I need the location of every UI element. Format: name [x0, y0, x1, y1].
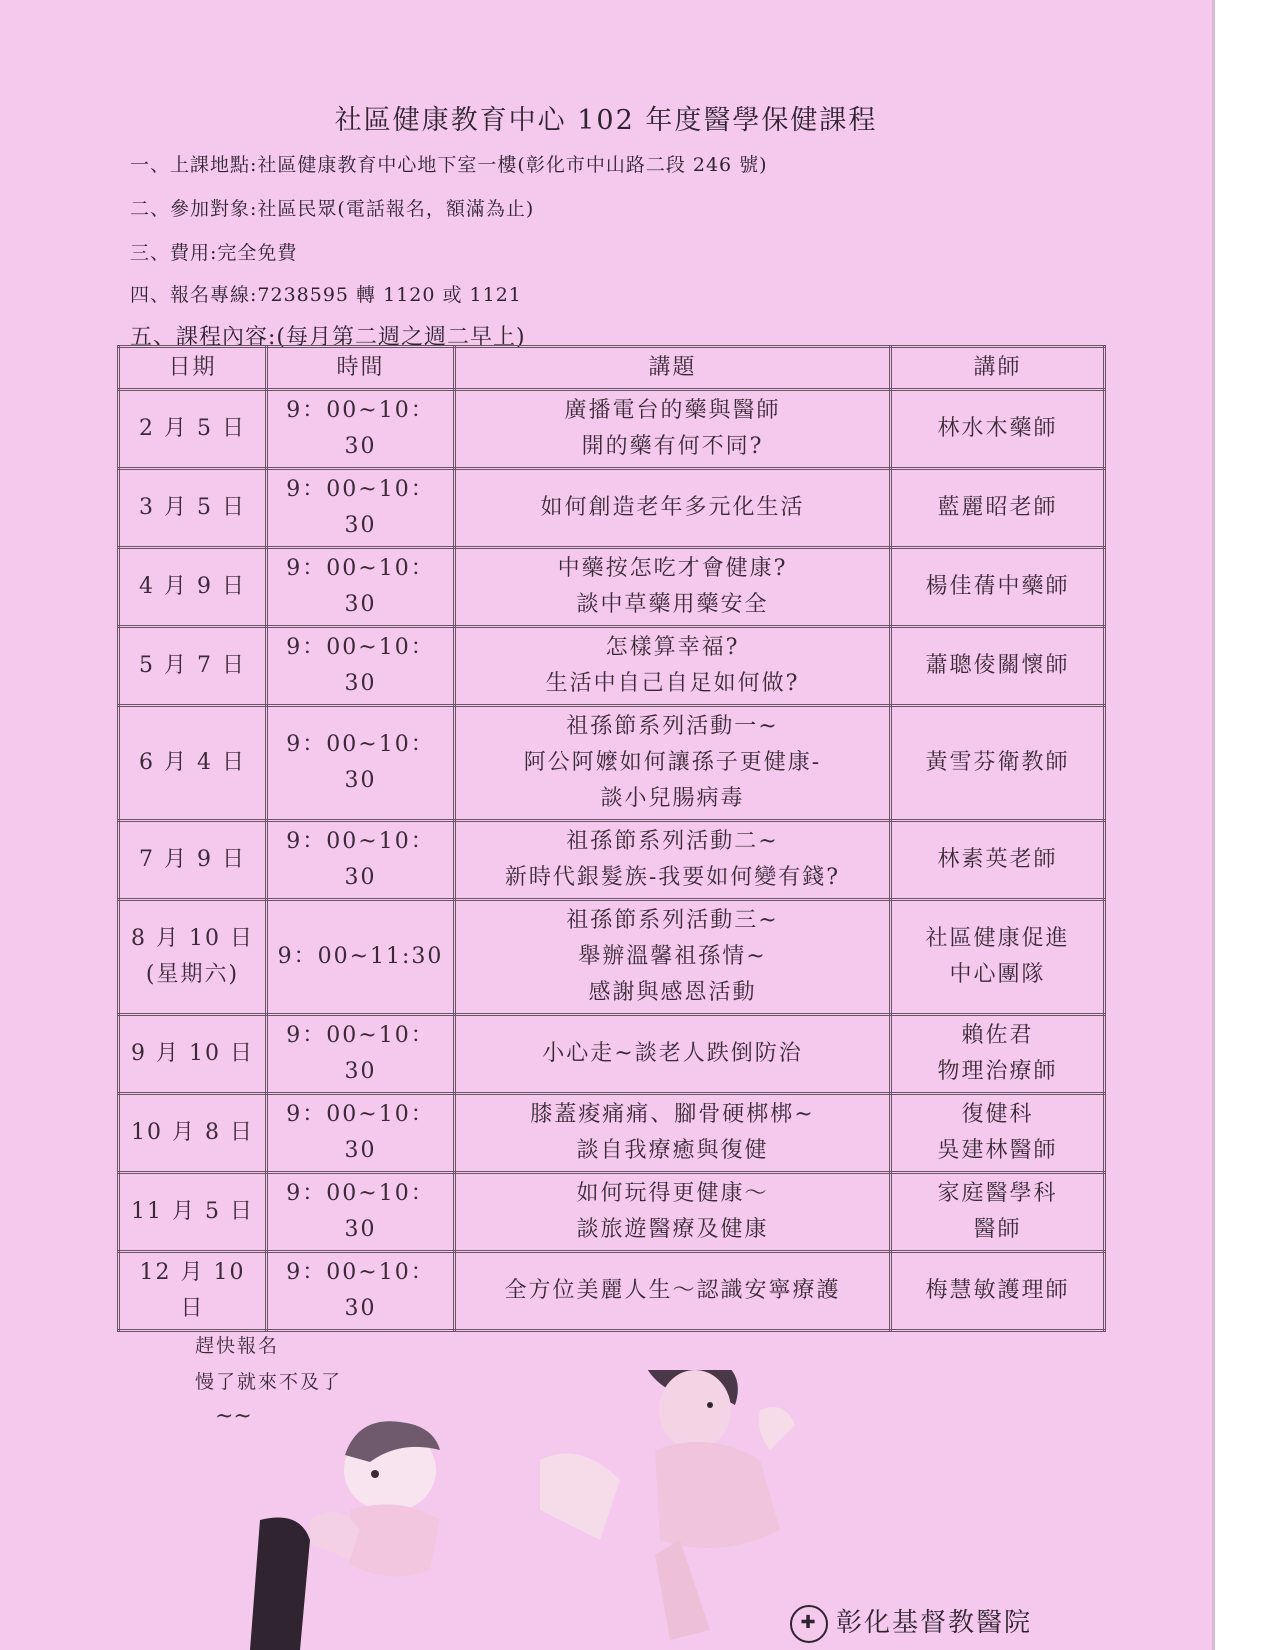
cell-date — [119, 900, 267, 1015]
cell-speaker-line: 中心團隊 — [949, 962, 1046, 987]
course-schedule-table — [117, 345, 1106, 1332]
cell-topic-line: 祖孫節系列活動二~ — [566, 829, 779, 854]
cell-topic — [455, 706, 891, 821]
cell-time-line: 9：00~11:30 — [277, 944, 444, 969]
cell-topic — [455, 548, 891, 627]
cell-speaker-line: 楊佳蒨中藥師 — [925, 574, 1070, 599]
table-row — [119, 1094, 1105, 1173]
cell-date-line: 10 月 8 日 — [131, 1120, 254, 1145]
cell-date-line: 11 月 5 日 — [131, 1199, 254, 1224]
cell-topic — [455, 1173, 891, 1252]
cell-topic — [455, 1252, 891, 1331]
table-row — [119, 1252, 1105, 1331]
table-row — [119, 548, 1105, 627]
cell-speaker-line: 林素英老師 — [937, 847, 1058, 872]
cell-date-line: 8 月 10 日 — [131, 926, 254, 951]
table-row — [119, 469, 1105, 548]
cell-time-line: 9：00~10：30 — [286, 1102, 435, 1163]
adult-runner-figure — [540, 1370, 795, 1640]
cell-speaker — [891, 627, 1105, 706]
cell-topic — [455, 900, 891, 1015]
cell-date-line: 2 月 5 日 — [139, 416, 246, 441]
cell-date-line: 12 月 10 日 — [139, 1260, 246, 1321]
table-row — [119, 390, 1105, 469]
cell-topic-line: 阿公阿嬤如何讓孫子更健康- — [523, 750, 822, 775]
cell-topic — [455, 469, 891, 548]
info-location: 一、上課地點:社區健康教育中心地下室一樓(彰化市中山路二段 246 號) — [130, 154, 768, 176]
info-course-content: 五、課程內容:(每月第二週之週二早上) — [130, 325, 526, 350]
cell-speaker-line: 醫師 — [973, 1217, 1022, 1242]
cell-topic-line: 廣播電台的藥與醫師 — [564, 398, 781, 423]
cell-speaker-line: 林水木藥師 — [937, 416, 1058, 441]
cell-speaker — [891, 821, 1105, 900]
scan-edge — [1212, 0, 1215, 1650]
cell-date-line: 9 月 10 日 — [131, 1041, 254, 1066]
table-body — [119, 390, 1105, 1331]
header-topic: 講題 — [455, 347, 891, 390]
cell-topic-line: 小心走~談老人跌倒防治 — [542, 1041, 803, 1066]
reminder-line-2: 慢了就來不及了 — [195, 1371, 343, 1393]
cell-topic-line: 談小兒腸病毒 — [600, 786, 745, 811]
cell-date-line: (星期六) — [145, 962, 240, 987]
cell-time-line: 9：00~10：30 — [286, 1023, 435, 1084]
cell-topic-line: 怎樣算幸福? — [605, 635, 740, 660]
cell-time-line: 9：00~10：30 — [286, 398, 435, 459]
cell-date-line: 6 月 4 日 — [139, 750, 246, 775]
cell-time-line: 9：00~10：30 — [286, 829, 435, 890]
cell-topic — [455, 627, 891, 706]
cell-speaker — [891, 1173, 1105, 1252]
cell-date-line: 7 月 9 日 — [139, 847, 246, 872]
cell-topic-line: 膝蓋痠痛痛、腳骨硬梆梆~ — [530, 1102, 815, 1127]
cell-speaker-line: 黃雪芬衛教師 — [925, 750, 1070, 775]
table-row — [119, 706, 1105, 821]
cell-speaker — [891, 900, 1105, 1015]
cell-topic-line: 祖孫節系列活動三~ — [566, 908, 779, 933]
cell-date-line: 3 月 5 日 — [139, 495, 246, 520]
cell-time — [267, 706, 455, 821]
cell-speaker — [891, 469, 1105, 548]
cell-time — [267, 627, 455, 706]
cell-topic-line: 全方位美麗人生～認識安寧療護 — [504, 1278, 841, 1303]
cell-topic-line: 談自我療癒與復健 — [576, 1138, 769, 1163]
cell-topic-line: 祖孫節系列活動一~ — [566, 714, 779, 739]
cell-date — [119, 821, 267, 900]
cell-date — [119, 390, 267, 469]
cell-speaker — [891, 548, 1105, 627]
cell-date-line: 5 月 7 日 — [139, 653, 246, 678]
cell-speaker — [891, 1015, 1105, 1094]
table-row — [119, 1173, 1105, 1252]
table-row — [119, 1015, 1105, 1094]
cell-time — [267, 1015, 455, 1094]
cell-speaker-line: 物理治療師 — [937, 1059, 1058, 1084]
cell-speaker — [891, 706, 1105, 821]
reminder-tilde: ~~ — [215, 1404, 252, 1429]
cell-topic-line: 舉辦溫馨祖孫情~ — [578, 944, 767, 969]
cell-speaker-line: 家庭醫學科 — [937, 1181, 1058, 1206]
cell-topic-line: 中藥按怎吃才會健康? — [557, 556, 788, 581]
cell-topic — [455, 1015, 891, 1094]
cell-date — [119, 706, 267, 821]
child-runner-figure — [250, 1421, 440, 1650]
header-time: 時間 — [267, 347, 455, 390]
cell-date — [119, 1252, 267, 1331]
cell-date — [119, 1094, 267, 1173]
cell-time — [267, 469, 455, 548]
cell-date — [119, 627, 267, 706]
cell-speaker — [891, 390, 1105, 469]
cell-date — [119, 469, 267, 548]
header-speaker: 講師 — [891, 347, 1105, 390]
cell-topic-line: 感謝與感恩活動 — [588, 980, 757, 1005]
table-row — [119, 821, 1105, 900]
hospital-emblem-icon: ✚ — [790, 1605, 828, 1643]
cell-time — [267, 1252, 455, 1331]
cell-topic-line: 談旅遊醫療及健康 — [576, 1217, 769, 1242]
cell-speaker-line: 吳建林醫師 — [937, 1138, 1058, 1163]
cell-time-line: 9：00~10：30 — [286, 732, 435, 793]
cell-time — [267, 390, 455, 469]
hospital-name: 彰化基督教醫院 — [836, 1608, 1033, 1638]
cell-time — [267, 821, 455, 900]
cell-time-line: 9：00~10：30 — [286, 477, 435, 538]
cell-topic — [455, 390, 891, 469]
cell-topic-line: 談中草藥用藥安全 — [576, 592, 769, 617]
cell-topic-line: 生活中自己自足如何做? — [545, 671, 800, 696]
table-row — [119, 627, 1105, 706]
cell-speaker — [891, 1252, 1105, 1331]
cell-date — [119, 1015, 267, 1094]
cell-time — [267, 1173, 455, 1252]
cell-date — [119, 548, 267, 627]
hospital-logo — [790, 1602, 1032, 1643]
info-participants: 二、參加對象:社區民眾(電話報名，額滿為止) — [130, 198, 535, 220]
cell-speaker — [891, 1094, 1105, 1173]
cell-topic-line: 開的藥有何不同? — [581, 434, 764, 459]
cell-time — [267, 1094, 455, 1173]
cell-speaker-line: 蕭聰倰關懷師 — [925, 653, 1070, 678]
info-hotline: 四、報名專線:7238595 轉 1120 或 1121 — [130, 284, 522, 306]
cell-speaker-line: 賴佐君 — [961, 1023, 1034, 1048]
cell-topic — [455, 821, 891, 900]
cell-time-line: 9：00~10：30 — [286, 1181, 435, 1242]
reminder-line-1: 趕快報名 — [195, 1335, 280, 1357]
cell-date — [119, 1173, 267, 1252]
cell-topic — [455, 1094, 891, 1173]
table-header-row — [119, 347, 1105, 390]
table-row — [119, 900, 1105, 1015]
cell-time — [267, 548, 455, 627]
cell-time-line: 9：00~10：30 — [286, 635, 435, 696]
cell-time-line: 9：00~10：30 — [286, 1260, 435, 1321]
cell-speaker-line: 復健科 — [961, 1102, 1034, 1127]
cell-topic-line: 如何創造老年多元化生活 — [540, 495, 805, 520]
cell-speaker-line: 梅慧敏護理師 — [925, 1278, 1070, 1303]
cell-time-line: 9：00~10：30 — [286, 556, 435, 617]
page-title: 社區健康教育中心 102 年度醫學保健課程 — [334, 105, 878, 136]
running-people-illustration — [240, 1370, 840, 1650]
cell-time — [267, 900, 455, 1015]
header-date: 日期 — [119, 347, 267, 390]
cell-speaker-line: 藍麗昭老師 — [937, 495, 1058, 520]
cell-topic-line: 如何玩得更健康～ — [576, 1181, 769, 1206]
cell-topic-line: 新時代銀髮族-我要如何變有錢? — [504, 865, 841, 890]
cell-date-line: 4 月 9 日 — [139, 574, 246, 599]
cell-speaker-line: 社區健康促進 — [925, 926, 1070, 951]
info-fee: 三、費用:完全免費 — [130, 242, 298, 264]
